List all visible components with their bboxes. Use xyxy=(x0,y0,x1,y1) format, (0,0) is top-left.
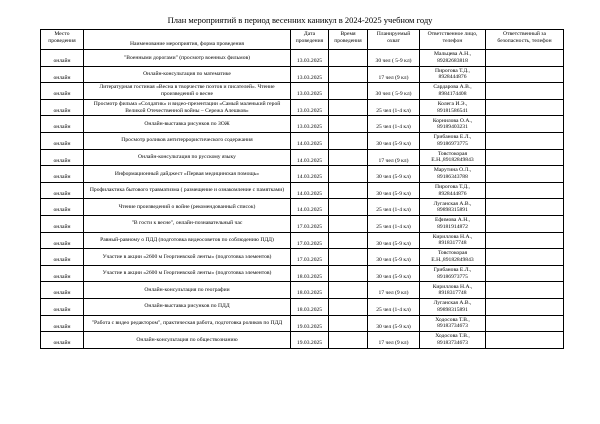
cell-time xyxy=(329,298,368,315)
cell-name: Онлайн-выставка рисунков по ЗОЖ xyxy=(84,116,291,133)
cell-date: 18.03.2025 xyxy=(291,298,329,315)
cell-time xyxy=(329,282,368,299)
cell-coverage: 25 чел (1-4 кл) xyxy=(368,116,420,133)
cell-name: Участие в акции «2600 м Георгиевской ленты» (подготовка элементов) xyxy=(84,265,291,282)
cell-place: онлайн xyxy=(41,66,84,83)
cell-date: 14.03.2025 xyxy=(291,149,329,166)
cell-time xyxy=(329,332,368,349)
cell-security xyxy=(486,182,564,199)
cell-date: 14.03.2025 xyxy=(291,132,329,149)
cell-responsible: Пирогова Т.Д., 8928444876 xyxy=(420,182,486,199)
cell-coverage: 30 чел (5-9 кл) xyxy=(368,265,420,282)
cell-place: онлайн xyxy=(41,50,84,67)
cell-security xyxy=(486,83,564,100)
cell-name: Онлайн-консультация по русскому языку xyxy=(84,149,291,166)
cell-security xyxy=(486,332,564,349)
cell-time xyxy=(329,149,368,166)
header-time: Время проведения xyxy=(329,30,368,50)
cell-responsible: Мальцева А.Н., 89282683818 xyxy=(420,50,486,67)
cell-name: Равный-равному о ПДД (подготовка видеосоветов по соблюдению ПДД) xyxy=(84,232,291,249)
cell-name: Информационный дайджест «Первая медицинская помощь» xyxy=(84,166,291,183)
cell-security xyxy=(486,249,564,266)
cell-name: Онлайн-консультация по обществознанию xyxy=(84,332,291,349)
cell-place: онлайн xyxy=(41,232,84,249)
cell-date: 19.03.2025 xyxy=(291,315,329,332)
cell-responsible: Ефимова А.Н., 89181914872 xyxy=(420,215,486,232)
cell-security xyxy=(486,149,564,166)
cell-responsible: Корнилова О.А., 89189403231 xyxy=(420,116,486,133)
table-header-row xyxy=(41,30,564,50)
cell-coverage: 25 чел (1-4 кл) xyxy=(368,99,420,116)
cell-coverage: 30 чел (5-9 кл) xyxy=(368,232,420,249)
cell-time xyxy=(329,199,368,216)
cell-place: онлайн xyxy=(41,182,84,199)
cell-coverage: 25 чел (1-4 кл) xyxy=(368,199,420,216)
header-security: Ответственный за безопасность, телефон xyxy=(486,30,564,50)
table-row xyxy=(41,215,564,232)
cell-responsible: Товстокорая Е.Н.,89182849843 xyxy=(420,149,486,166)
cell-coverage: 30 чел (5-9 кл) xyxy=(368,166,420,183)
header-place: Место проведения xyxy=(41,30,84,50)
table-body xyxy=(41,50,564,349)
cell-name: Онлайн-консультация по географии xyxy=(84,282,291,299)
cell-security xyxy=(486,282,564,299)
cell-security xyxy=(486,232,564,249)
cell-security xyxy=(486,265,564,282)
cell-responsible: Ходосова Т.В., 89183734673 xyxy=(420,315,486,332)
cell-security xyxy=(486,166,564,183)
cell-date: 17.03.2025 xyxy=(291,232,329,249)
cell-name: "В гости к весне", онлайн-познавательный час xyxy=(84,215,291,232)
cell-name: Просмотр роликов антитеррористического содержания xyxy=(84,132,291,149)
cell-responsible: Сардарова А.В., 8984174408 xyxy=(420,83,486,100)
cell-coverage: 25 чел (1-4 кл) xyxy=(368,215,420,232)
header-responsible: Ответственное лицо, телефон xyxy=(420,30,486,50)
cell-time xyxy=(329,215,368,232)
cell-time xyxy=(329,315,368,332)
cell-date: 19.03.2025 xyxy=(291,332,329,349)
header-date: Дата проведения xyxy=(291,30,329,50)
cell-date: 18.03.2025 xyxy=(291,265,329,282)
cell-responsible: Марутина О.Л., 89186343788 xyxy=(420,166,486,183)
cell-security xyxy=(486,315,564,332)
cell-time xyxy=(329,83,368,100)
cell-responsible: Луганская А.В., 89898315891 xyxy=(420,199,486,216)
cell-place: онлайн xyxy=(41,332,84,349)
document-title: План мероприятий в период весенних каникул в 2024-2025 учебном году xyxy=(167,15,433,25)
cell-name: Онлайн-консультация по математике xyxy=(84,66,291,83)
table-row xyxy=(41,132,564,149)
cell-security xyxy=(486,298,564,315)
cell-coverage: 30 чел ( 5-9 кл) xyxy=(368,50,420,67)
cell-name: Литературная гостиная «Весна в творчестве поэтов и писателей». Чтение произведений о весне xyxy=(84,83,291,100)
cell-name: Просмотр фильма «Солдатик» и видео-презентации «Самый маленький герой Великой Отечественной войны – Сережа Алешков» xyxy=(84,99,291,116)
cell-coverage: 17 чел (9 кл) xyxy=(368,149,420,166)
cell-coverage: 17 чел (9 кл) xyxy=(368,332,420,349)
table-row xyxy=(41,332,564,349)
header-name: Наименование мероприятия, форма проведения xyxy=(84,30,291,50)
cell-date: 13.03.2025 xyxy=(291,99,329,116)
cell-date: 13.03.2025 xyxy=(291,50,329,67)
cell-place: онлайн xyxy=(41,132,84,149)
cell-time xyxy=(329,50,368,67)
cell-coverage: 30 чел (5-9 кл) xyxy=(368,182,420,199)
cell-responsible: Кириллова Н.А., 8918317748 xyxy=(420,232,486,249)
table-row xyxy=(41,149,564,166)
cell-time xyxy=(329,182,368,199)
cell-place: онлайн xyxy=(41,265,84,282)
cell-date: 17.03.2025 xyxy=(291,215,329,232)
cell-coverage: 30 чел ( 5-9 кл) xyxy=(368,83,420,100)
table-row xyxy=(41,298,564,315)
cell-responsible: Товстокорая Е.Н.,89182849843 xyxy=(420,249,486,266)
cell-name: Участие в акции «2600 м Георгиевской ленты» (подготовка элементов) xyxy=(84,249,291,266)
table-row xyxy=(41,166,564,183)
cell-place: онлайн xyxy=(41,199,84,216)
cell-date: 17.03.2025 xyxy=(291,249,329,266)
cell-time xyxy=(329,116,368,133)
cell-place: онлайн xyxy=(41,315,84,332)
table-row xyxy=(41,199,564,216)
cell-place: онлайн xyxy=(41,83,84,100)
cell-time xyxy=(329,265,368,282)
cell-responsible: Ходосова Т.В., 89183734673 xyxy=(420,332,486,349)
table-row xyxy=(41,315,564,332)
cell-time xyxy=(329,232,368,249)
table-row xyxy=(41,83,564,100)
cell-name: "Военными дорогами" (просмотр военных фильмов) xyxy=(84,50,291,67)
cell-date: 13.03.2025 xyxy=(291,66,329,83)
cell-time xyxy=(329,99,368,116)
table-row xyxy=(41,50,564,67)
cell-date: 14.03.2025 xyxy=(291,199,329,216)
cell-security xyxy=(486,132,564,149)
cell-place: онлайн xyxy=(41,249,84,266)
cell-place: онлайн xyxy=(41,215,84,232)
cell-date: 18.03.2025 xyxy=(291,282,329,299)
cell-date: 14.03.2025 xyxy=(291,166,329,183)
table-row xyxy=(41,99,564,116)
table-row xyxy=(41,182,564,199)
cell-place: онлайн xyxy=(41,116,84,133)
table-row xyxy=(41,66,564,83)
cell-time xyxy=(329,249,368,266)
cell-coverage: 30 чел (5-9 кл) xyxy=(368,249,420,266)
cell-security xyxy=(486,50,564,67)
cell-responsible: Колега И.Э., 89181586541 xyxy=(420,99,486,116)
cell-time xyxy=(329,166,368,183)
cell-place: онлайн xyxy=(41,149,84,166)
cell-place: онлайн xyxy=(41,166,84,183)
cell-date: 13.03.2025 xyxy=(291,83,329,100)
cell-coverage: 17 чел (9 кл) xyxy=(368,66,420,83)
cell-name: "Работа с видео редактором", практическая работа, подготовка роликов по ПДД xyxy=(84,315,291,332)
table-row xyxy=(41,232,564,249)
cell-security xyxy=(486,99,564,116)
header-coverage: Планируемый охват xyxy=(368,30,420,50)
cell-date: 14.03.2025 xyxy=(291,182,329,199)
cell-responsible: Луганская А.В., 89898315891 xyxy=(420,298,486,315)
cell-responsible: Кириллова Н.А., 8918317748 xyxy=(420,282,486,299)
cell-place: онлайн xyxy=(41,282,84,299)
cell-security xyxy=(486,66,564,83)
cell-security xyxy=(486,116,564,133)
cell-place: онлайн xyxy=(41,298,84,315)
cell-responsible: Грибанова Е.Л., 89186973775 xyxy=(420,265,486,282)
cell-responsible: Грибанова Е.Л., 89186973775 xyxy=(420,132,486,149)
table-row xyxy=(41,116,564,133)
cell-security xyxy=(486,199,564,216)
cell-coverage: 30 чел (5-9 кл) xyxy=(368,132,420,149)
cell-place: онлайн xyxy=(41,99,84,116)
cell-security xyxy=(486,215,564,232)
cell-name: Профилактика бытового травматизма ( размещение и ознакомление с памятками) xyxy=(84,182,291,199)
cell-name: Чтение произведений о войне (рекомендованный список) xyxy=(84,199,291,216)
cell-coverage: 17 чел (9 кл) xyxy=(368,282,420,299)
cell-time xyxy=(329,66,368,83)
cell-coverage: 25 чел (1-4 кл) xyxy=(368,298,420,315)
cell-time xyxy=(329,132,368,149)
cell-coverage: 30 чел (5-9 кл) xyxy=(368,315,420,332)
table-row xyxy=(41,282,564,299)
table-row xyxy=(41,265,564,282)
cell-date: 13.03.2025 xyxy=(291,116,329,133)
table-row xyxy=(41,249,564,266)
events-table xyxy=(40,29,564,349)
cell-name: Онлайн-выставка рисунков по ПДД xyxy=(84,298,291,315)
cell-responsible: Пирогова Т.Д., 8928444876 xyxy=(420,66,486,83)
